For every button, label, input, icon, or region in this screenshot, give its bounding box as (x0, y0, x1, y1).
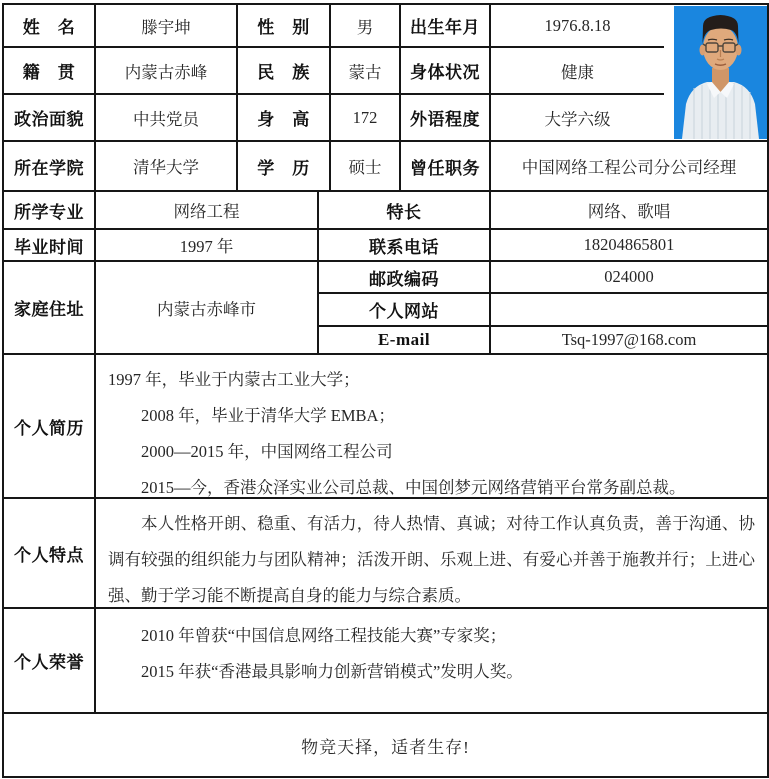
resume-line: 2008 年，毕业于清华大学 EMBA； (141, 406, 395, 425)
name-label: 姓 名 (4, 5, 96, 46)
birth-label: 出生年月 (401, 5, 491, 46)
degree-label: 学 历 (238, 142, 331, 190)
address-label: 家庭住址 (4, 262, 96, 353)
language-value: 大学六级 (544, 109, 611, 129)
traits-paragraph: 本人性格开朗、稳重、有活力，待人热情、真诚；对待工作认真负责，善于沟通、协调有较强的组织能力与团队精神；活泼开朗、乐观上进、有爱心并善于施教并行；上进心强、勤于学习能不断提高自身的能力与综合素质。 (108, 514, 755, 605)
past-post-label: 曾任职务 (401, 142, 491, 190)
email-value: Tsq-1997@168.com (561, 330, 697, 349)
origin-label: 籍 贯 (4, 48, 96, 93)
major-value: 网络工程 (96, 192, 319, 228)
college-value: 清华大学 (96, 142, 238, 190)
degree-value: 硕士 (331, 142, 401, 190)
health-label: 身体状况 (401, 48, 491, 93)
resume-label: 个人简历 (4, 355, 96, 497)
height-value: 172 (331, 95, 401, 140)
honors-line: 2015 年获“香港最具影响力创新营销模式”发明人奖。 (141, 662, 523, 681)
traits-content (96, 499, 767, 607)
motto-text: 物竞天择，适者生存! (301, 737, 470, 757)
resume-line: 2000—2015 年，中国网络工程公司 (141, 442, 393, 461)
row-graduation (4, 230, 767, 262)
row-website (319, 294, 767, 327)
top-left-stack (4, 5, 664, 140)
website-value (491, 294, 767, 325)
resume-line: 1997 年，毕业于内蒙古工业大学； (108, 370, 360, 389)
specialty-label: 特长 (319, 192, 491, 228)
traits-label: 个人特点 (4, 499, 96, 607)
address-sub-stack (319, 262, 767, 353)
row-postcode (319, 262, 767, 294)
email-label: E-mail (319, 327, 491, 353)
name-value: 滕宇坤 (96, 5, 238, 46)
top-block (4, 5, 767, 142)
postcode-value: 024000 (604, 267, 654, 286)
height-label: 身 高 (238, 95, 331, 140)
motto-row (4, 714, 767, 776)
row-origin (4, 48, 664, 95)
traits-section (4, 499, 767, 609)
resume-table (2, 3, 769, 778)
resume-content (96, 355, 767, 497)
address-value: 内蒙古赤峰市 (96, 262, 319, 353)
ethnic-value: 蒙古 (331, 48, 401, 93)
resume-line: 2015—今，香港众泽实业公司总裁、中国创梦元网络营销平台常务副总裁。 (141, 478, 686, 497)
resume-section (4, 355, 767, 499)
address-block (4, 262, 767, 355)
origin-value: 内蒙古赤峰 (96, 48, 238, 93)
honors-label: 个人荣誉 (4, 609, 96, 712)
row-college (4, 142, 767, 192)
specialty-value: 网络、歌唱 (587, 202, 671, 221)
politics-label: 政治面貌 (4, 95, 96, 140)
honors-content (96, 609, 767, 712)
phone-label: 联系电话 (319, 230, 491, 260)
grad-year-label: 毕业时间 (4, 230, 96, 260)
id-photo (674, 6, 767, 139)
website-label: 个人网站 (319, 294, 491, 325)
health-value: 健康 (561, 62, 594, 82)
birth-value: 1976.8.18 (544, 15, 611, 35)
row-email (319, 327, 767, 353)
language-label: 外语程度 (401, 95, 491, 140)
gender-label: 性 别 (238, 5, 331, 46)
postcode-label: 邮政编码 (319, 262, 491, 292)
gender-value: 男 (331, 5, 401, 46)
ethnic-label: 民 族 (238, 48, 331, 93)
photo-cell (664, 5, 767, 140)
past-post-value: 中国网络工程公司分公司经理 (521, 158, 737, 177)
phone-value: 18204865801 (583, 235, 675, 254)
row-name (4, 5, 664, 48)
honors-section (4, 609, 767, 714)
honors-line: 2010 年曾获“中国信息网络工程技能大赛”专家奖； (141, 626, 507, 645)
major-label: 所学专业 (4, 192, 96, 228)
row-politics (4, 95, 664, 140)
row-major (4, 192, 767, 230)
college-label: 所在学院 (4, 142, 96, 190)
grad-year-value: 1997 年 (96, 230, 319, 260)
politics-value: 中共党员 (96, 95, 238, 140)
